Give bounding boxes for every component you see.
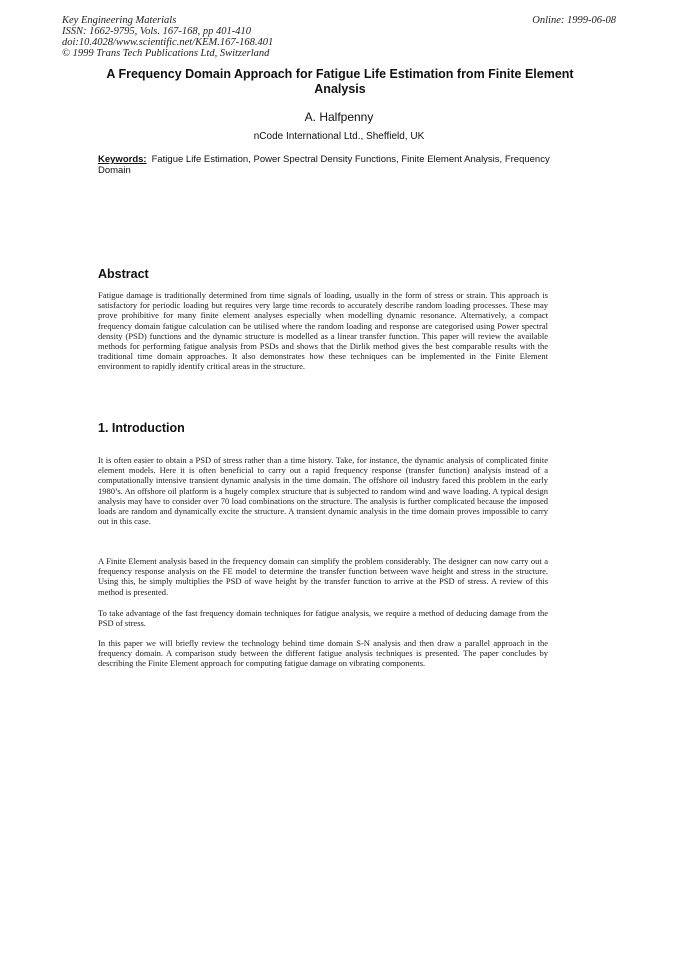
keywords-section (98, 154, 558, 176)
online-date: Online: 1999-06-08 (532, 15, 616, 26)
abstract-text: Fatigue damage is traditionally determined from time signals of loading, usually in the form of stress or strain. This approach is satisfactory for periodic loading but requires very large time records to accurately describe random loading processes. These may prove prohibitive for many finite element analyses especially when modelling dynamic resonance. Alternatively, a compact frequency domain fatigue calculation can be utilised where the random loading and response are categorised using Power spectral density (PSD) functions and the dynamic structure is modelled as a linear transfer function. This paper will review the available methods for performing fatigue analysis from PSDs and shows that the Dirlik method gives the best comparable results with the traditional time domain approaches. It also demonstrates how these techniques can be implemented in the Finite Element environment to rapidly identify critical areas in the structure. (98, 290, 548, 372)
intro-paragraph: A Finite Element analysis based in the frequency domain can simplify the problem considerably. The designer can now carry out a frequency response analysis on the FE model to determine the transfer function between wave height and stress in the structure. Using this, he simply multiplies the PSD of wave height by the transfer function to arrive at the PSD of stress. A review of this method is presented. (98, 556, 548, 597)
abstract-heading: Abstract (98, 267, 149, 281)
copyright-line: © 1999 Trans Tech Publications Ltd, Switzerland (62, 48, 270, 59)
paper-title: A Frequency Domain Approach for Fatigue Life Estimation from Finite Element Analysis (106, 67, 574, 96)
intro-paragraph: To take advantage of the fast frequency domain techniques for fatigue analysis, we require a method of deducing damage from the PSD of stress. (98, 608, 548, 629)
intro-paragraph: In this paper we will briefly review the technology behind time domain S-N analysis and then draw a parallel approach in the frequency domain. A comparison study between the different fatigue analysis techniques is presented. The paper concludes by describing the Finite Element approach for computing fatigue damage on vibrating components. (98, 638, 548, 669)
introduction-heading: 1. Introduction (98, 421, 185, 435)
journal-name: Key Engineering Materials (62, 15, 177, 26)
keywords-label: Keywords: (98, 154, 147, 165)
doi-line: doi:10.4028/www.scientific.net/KEM.167-168.401 (62, 37, 274, 48)
author-name: A. Halfpenny (304, 110, 374, 124)
journal-header (62, 15, 273, 59)
intro-paragraph: It is often easier to obtain a PSD of stress rather than a time history. Take, for instance, the dynamic analysis of complicated finite element models. Here it is often beneficial to carry out a rapid frequency response (transfer function) analysis instead of a computationally intensive transient dynamic analysis in the time domain. The offshore oil industry faced this problem in the early 1980’s. An offshore oil platform is a hugely complex structure that is subjected to random wind and wave loading. A typical design analysis may have to consider over 70 load combinations on the structure. The analysis is further complicated because the imposed loads are random and dynamically excite the structure. A transient dynamic analysis in the time domain proves impossible to carry out in this case. (98, 455, 548, 527)
author-affiliation: nCode International Ltd., Sheffield, UK (253, 131, 425, 142)
issn-line: ISSN: 1662-9795, Vols. 167-168, pp 401-410 (62, 26, 251, 37)
keywords-text: Fatigue Life Estimation, Power Spectral Density Functions, Finite Element Analysis, Frequency Domain (98, 154, 550, 176)
